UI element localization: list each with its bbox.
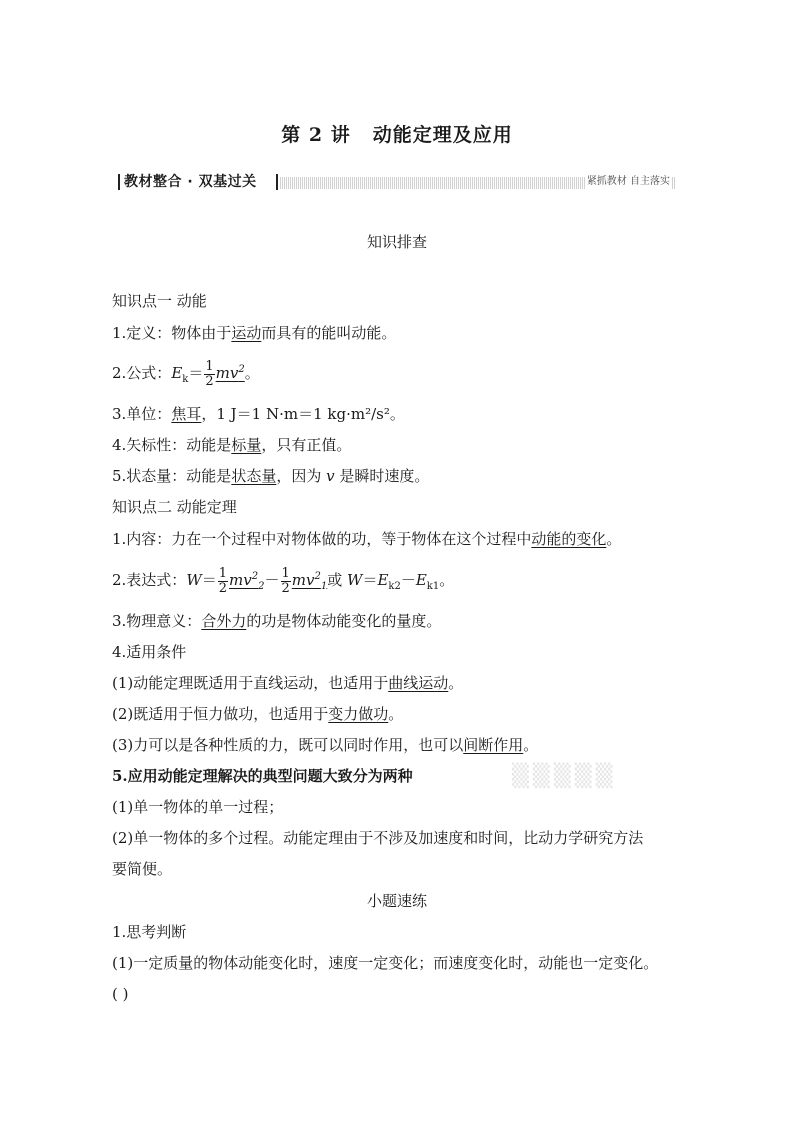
lesson-number: 第 2 讲: [281, 124, 351, 146]
banner-divider: [276, 174, 278, 190]
text: 是瞬时速度。: [334, 467, 430, 485]
formula-sub: k2: [388, 581, 401, 592]
formula-sub: 1: [320, 581, 328, 592]
text: 而具有的能叫动能。: [261, 324, 397, 342]
kp1-vector: [112, 434, 351, 456]
text: 。: [606, 530, 622, 548]
text: ，只有正值。: [261, 436, 352, 454]
practice-question-1: (1)一定质量的物体动能变化时，速度一定变化；而速度变化时，动能也一定变化。: [112, 954, 659, 972]
underlined-answer: [229, 571, 265, 592]
underlined-answer: 曲线运动: [388, 674, 449, 692]
formula-var: W: [347, 571, 363, 589]
formula-sup: 2: [314, 571, 321, 582]
text: ，因为: [276, 467, 327, 485]
formula-term: mv: [229, 571, 252, 589]
underlined-answer: 标量: [231, 436, 262, 454]
formula-term: mv: [215, 364, 239, 382]
formula-var: E: [415, 571, 427, 589]
text: 3.单位：: [112, 405, 172, 423]
text: 。: [244, 364, 260, 382]
underlined-answer: [291, 571, 328, 592]
underlined-answer: 状态量: [231, 467, 277, 485]
fraction-denominator: 2: [281, 580, 290, 596]
kp2-content: [112, 528, 621, 550]
kp1-unit: [112, 403, 405, 425]
formula-op: ＝: [188, 364, 204, 382]
text: (1)动能定理既适用于直线运动，也适用于: [112, 674, 389, 692]
kp2-condition-3: [112, 734, 538, 756]
text: 。: [439, 571, 455, 589]
underlined-answer: [216, 364, 245, 382]
kp2-condition-1: [112, 672, 463, 694]
formula-sub: k1: [426, 581, 440, 592]
fraction: [204, 360, 214, 389]
kp2-typical-1: (1)单一物体的单一过程；: [112, 798, 284, 816]
kp2-typical-heading: 5.应用动能定理解决的典型问题大致分为两种: [112, 767, 413, 785]
fraction-numerator: 1: [218, 565, 228, 581]
formula-sup: 2: [251, 571, 259, 582]
watermark-graphic: ▒▒▒▒▒: [512, 764, 617, 789]
text: 5.状态量：动能是: [112, 467, 232, 485]
kp1-definition: [112, 322, 396, 344]
formula-sub: 2: [258, 581, 265, 592]
fraction: [218, 567, 228, 596]
lesson-title: 动能定理及应用: [372, 124, 513, 146]
underlined-answer: 变力做功: [328, 705, 389, 723]
formula-sup: 2: [238, 364, 245, 375]
text: 。: [388, 705, 404, 723]
practice-section-title: 小题速练: [366, 892, 427, 910]
formula-term: mv: [291, 571, 315, 589]
text: ，1 J＝1 N·m＝1 kg·m²/s²。: [201, 405, 405, 423]
fraction-denominator: 2: [218, 580, 228, 596]
banner-label: 教材整合 · 双基过关: [124, 174, 257, 190]
kp2-typical-2: (2)单一物体的多个过程。动能定理由于不涉及加速度和时间，比动力学研究方法: [112, 829, 644, 847]
formula-op: ＝: [362, 571, 378, 589]
kp1-state: [112, 465, 429, 487]
kp2-meaning: [112, 610, 441, 632]
formula-var: W: [186, 571, 202, 589]
knowledge-section-title: 知识排查: [366, 233, 427, 251]
text: 1.内容：力在一个过程中对物体做的功，等于物体在这个过程中: [112, 530, 532, 548]
practice-heading: 1.思考判断: [112, 923, 187, 941]
underlined-answer: 焦耳: [171, 405, 202, 423]
text: 3.物理意义：: [112, 612, 202, 630]
banner-left-bar: [118, 174, 120, 190]
formula-var: v: [326, 467, 335, 485]
fraction-numerator: 1: [205, 358, 214, 374]
fraction: [281, 567, 291, 596]
page-title: [0, 120, 794, 147]
underlined-answer: 运动: [231, 324, 262, 342]
kp2-condition-2: [112, 703, 403, 725]
answer-blank[interactable]: ( ): [112, 985, 129, 1003]
text: 。: [448, 674, 464, 692]
kp2-condition-heading: 4.适用条件: [112, 643, 187, 661]
formula-var: E: [377, 571, 389, 589]
banner-tag: 紧抓教材 自主落实: [586, 176, 670, 187]
text: 2.表达式：: [112, 571, 187, 589]
kp2-heading: 知识点二 动能定理: [112, 498, 237, 516]
underlined-answer: 合外力: [201, 612, 247, 630]
kp2-expression: [112, 560, 454, 604]
kp1-heading: 知识点一 动能: [112, 292, 207, 310]
fraction-denominator: 2: [205, 373, 214, 389]
kp1-formula: [112, 353, 260, 397]
text: 的功是物体动能变化的量度。: [246, 612, 442, 630]
text: (2)既适用于恒力做功，也适用于: [112, 705, 329, 723]
text: (3)力可以是各种性质的力，既可以同时作用，也可以: [112, 736, 464, 754]
formula-var: E: [171, 364, 183, 382]
text: 4.矢标性：动能是: [112, 436, 232, 454]
formula-op: ＝: [201, 571, 217, 589]
formula-sub: k: [182, 374, 189, 385]
text: 或: [327, 571, 348, 589]
text: 1.定义：物体由于: [112, 324, 232, 342]
text: 2.公式：: [112, 364, 172, 382]
underlined-answer: 间断作用: [463, 736, 524, 754]
formula-op: －: [400, 571, 416, 589]
section-banner: [118, 173, 676, 191]
kp2-typical-2-cont: 要简便。: [112, 860, 173, 878]
formula-op: －: [264, 571, 280, 589]
fraction-numerator: 1: [281, 565, 290, 581]
text: 。: [523, 736, 539, 754]
underlined-answer: 动能的变化: [531, 530, 607, 548]
